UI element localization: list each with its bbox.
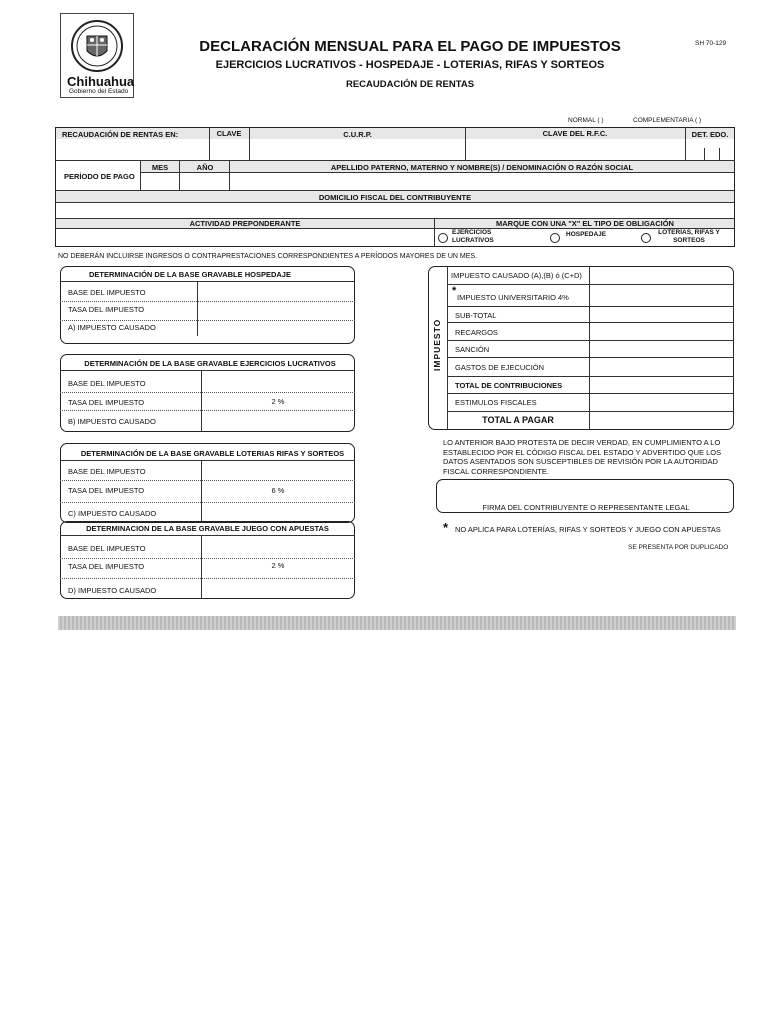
footnote-text: NO APLICA PARA LOTERÍAS, RIFAS Y SORTEOS Y JUEGO CON APUESTAS [455,525,721,534]
impuesto-row-subtotal: SUB-TOTAL [455,311,497,320]
lucrativos-base-label: BASE DEL IMPUESTO [68,379,146,388]
recaudacion-input[interactable] [58,143,206,157]
gastos-input[interactable] [592,361,730,373]
impuesto-row-total-contribuciones: TOTAL DE CONTRIBUCIONES [455,381,563,390]
firma-label: FIRMA DEL CONTRIBUYENTE O REPRESENTANTE LEGAL [482,503,690,512]
apuestas-causado-label: D) IMPUESTO CAUSADO [68,586,157,595]
apuestas-base-input[interactable] [204,541,350,553]
apuestas-title: DETERMINACION DE LA BASE GRAVABLE JUEGO CON APUESTAS [86,524,329,533]
radio-ejercicios-lucrativos[interactable] [438,233,448,243]
total-a-pagar-input[interactable] [592,414,730,426]
impuesto-row-recargos: RECARGOS [455,328,498,337]
hospedaje-causado-input[interactable] [200,322,350,334]
hospedaje-title: DETERMINACIÓN DE LA BASE GRAVABLE HOSPEDAJE [89,270,291,279]
impuesto-row-estimulos: ESTIMULOS FISCALES [455,398,537,407]
normal-option[interactable]: NORMAL ( ) [568,117,604,124]
subtotal-input[interactable] [592,309,730,320]
notice-text: NO DEBERÁN INCLUIRSE INGRESOS O CONTRAPRESTACIONES CORRESPONDIENTES A PERÍODOS MAYORES DE UN MES. [58,253,478,260]
option-ejercicios-label: EJERCICIOS LUCRATIVOS [452,229,494,244]
obligacion-label: MARQUE CON UNA "X" EL TIPO DE OBLIGACIÓN [496,219,674,228]
clave-input[interactable] [212,143,246,157]
lucrativos-title: DETERMINACIÓN DE LA BASE GRAVABLE EJERCICIOS LUCRATIVOS [84,359,336,368]
impuesto-side-label: IMPUESTO [432,318,442,371]
impuesto-causado-input[interactable] [592,270,730,282]
loterias-base-input[interactable] [204,465,350,477]
hospedaje-base-input[interactable] [200,285,350,297]
domicilio-input[interactable] [58,204,732,216]
impuesto-row-causado: IMPUESTO CAUSADO (A),(B) ó (C+D) [451,271,582,280]
hospedaje-causado-label: A) IMPUESTO CAUSADO [68,323,156,332]
lucrativos-base-input[interactable] [204,376,350,388]
actividad-input[interactable] [58,231,430,244]
loterias-causado-label: C) IMPUESTO CAUSADO [68,509,157,518]
clave-label: CLAVE [216,129,242,138]
det-edo-input[interactable] [688,143,732,157]
domicilio-label: DOMICILIO FISCAL DEL CONTRIBUYENTE [318,193,472,202]
periodo-label: PERÍODO DE PAGO [64,172,135,181]
radio-hospedaje[interactable] [550,233,560,243]
perforation-strip [58,616,736,630]
nombre-input[interactable] [233,175,731,188]
loterias-causado-input[interactable] [204,507,350,519]
impuesto-row-universitario: IMPUESTO UNIVERSITARIO 4% [457,293,569,302]
mes-label: MES [151,163,169,172]
radio-loterias[interactable] [641,233,651,243]
loterias-base-label: BASE DEL IMPUESTO [68,467,146,476]
page-title: DECLARACIÓN MENSUAL PARA EL PAGO DE IMPUESTOS [199,38,621,55]
estimulos-input[interactable] [592,396,730,408]
nombre-label: APELLIDO PATERNO, MATERNO Y NOMBRE(S) / DENOMINACIÓN O RAZÓN SOCIAL [330,163,634,172]
footnote-asterisk: * [443,520,449,535]
lucrativos-causado-label: B) IMPUESTO CAUSADO [68,417,156,426]
sancion-input[interactable] [592,343,730,354]
actividad-label: ACTIVIDAD PREPONDERANTE [189,219,301,228]
anio-label: AÑO [196,163,214,172]
option-loterias-label: LOTERÍAS, RIFAS Y SORTEOS [658,229,720,244]
impuesto-row-gastos: GASTOS DE EJECUCIÓN [455,363,545,372]
state-seal-icon [70,19,124,73]
lucrativos-causado-input[interactable] [204,414,350,426]
impuesto-row-sancion: SANCIÓN [455,345,490,354]
total-a-pagar-label: TOTAL A PAGAR [482,415,554,425]
loterias-rate: 6 % [271,486,285,495]
curp-label: C.U.R.P. [343,130,372,139]
impuesto-universitario-input[interactable] [592,290,730,302]
anio-input[interactable] [182,175,227,188]
apuestas-rate: 2 % [271,561,285,570]
logo-name: Chihuahua [67,74,135,89]
rfc-input[interactable] [468,143,682,157]
loterias-title: DETERMINACIÓN DE LA BASE GRAVABLE LOTERIAS RIFAS Y SORTEOS [80,449,345,458]
recaudacion-label: RECAUDACIÓN DE RENTAS EN: [62,130,179,139]
hospedaje-tasa-label: TASA DEL IMPUESTO [68,305,145,314]
form-code: SH 70-129 [695,40,727,47]
complementaria-option[interactable]: COMPLEMENTARIA ( ) [633,117,702,124]
mes-input[interactable] [143,175,177,188]
duplicado-text: SE PRESENTA POR DUPLICADO [628,544,729,551]
curp-input[interactable] [252,143,462,157]
lucrativos-rate: 2 % [271,397,285,406]
det-edo-label: DET. EDO. [691,130,729,139]
office-name: RECAUDACIÓN DE RENTAS [345,79,475,90]
apuestas-base-label: BASE DEL IMPUESTO [68,544,146,553]
rfc-label: CLAVE DEL R.F.C. [542,129,608,138]
asterisk-mark: * [452,285,457,297]
total-contribuciones-input[interactable] [592,379,730,390]
protesta-text: LO ANTERIOR BAJO PROTESTA DE DECIR VERDAD, EN CUMPLIMIENTO A LO ESTABLECIDO POR EL CÓDIGO FISCAL DEL ESTADO Y ADVERTIDO QUE LOS DATOS ASENTADOS SON SUSCEPTIBLES DE REVISIÓN POR LA AUTORIDAD FISCAL CORRESPONDIENTE. [443,438,722,476]
page-subtitle: EJERCICIOS LUCRATIVOS - HOSPEDAJE - LOTERIAS, RIFAS Y SORTEOS [215,59,605,71]
logo-subtitle: Gobierno del Estado [69,88,129,95]
hospedaje-base-label: BASE DEL IMPUESTO [68,288,146,297]
apuestas-causado-input[interactable] [204,584,350,596]
option-hospedaje-label: HOSPEDAJE [566,231,607,238]
apuestas-tasa-label: TASA DEL IMPUESTO [68,562,145,571]
lucrativos-tasa-label: TASA DEL IMPUESTO [68,398,145,407]
recargos-input[interactable] [592,326,730,337]
loterias-tasa-label: TASA DEL IMPUESTO [68,486,145,495]
hospedaje-tasa-input[interactable] [200,304,350,316]
